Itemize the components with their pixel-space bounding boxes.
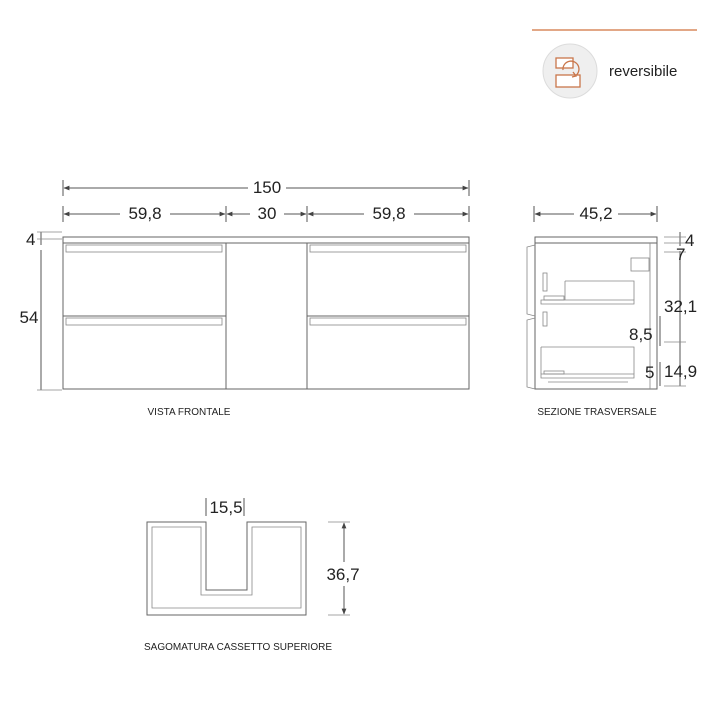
dim-height-label: 54 bbox=[19, 308, 39, 327]
badge-label: reversibile bbox=[609, 63, 678, 80]
dim-section-heights bbox=[629, 231, 697, 386]
dim-drawer-depth bbox=[326, 522, 359, 615]
dim-section-lower-label: 14,9 bbox=[664, 362, 698, 381]
front-cabinet bbox=[63, 237, 469, 389]
dim-depth bbox=[534, 204, 657, 223]
handle-groove bbox=[310, 318, 466, 325]
drawer-profile-caption: SAGOMATURA CASSETTO SUPERIORE bbox=[144, 642, 332, 653]
dim-segments bbox=[63, 204, 469, 223]
drawer-profile-view bbox=[144, 498, 360, 653]
dim-section-upper-label: 32,1 bbox=[664, 297, 698, 316]
dim-depth-label: 45,2 bbox=[579, 204, 613, 223]
front-view bbox=[20, 178, 469, 418]
cross-section-caption: SEZIONE TRASVERSALE bbox=[537, 407, 657, 418]
front-view-caption: VISTA FRONTALE bbox=[147, 407, 231, 418]
section-body bbox=[527, 237, 657, 389]
dim-notch-width-label: 15,5 bbox=[209, 498, 243, 517]
dim-section-top-label: 4 bbox=[685, 231, 695, 250]
cross-section-view bbox=[527, 204, 697, 418]
dim-notch-width bbox=[206, 498, 244, 517]
handle-groove bbox=[66, 245, 222, 252]
dim-front-heights bbox=[20, 230, 62, 390]
hanging-bracket bbox=[631, 258, 649, 271]
reversible-icon bbox=[543, 44, 597, 98]
dim-section-mid-label: 8,5 bbox=[629, 325, 653, 344]
dim-top-thickness-label: 4 bbox=[26, 230, 36, 249]
dim-section-gap-label: 7 bbox=[676, 245, 686, 264]
dim-total-width-label: 150 bbox=[252, 178, 282, 197]
reversible-badge bbox=[532, 30, 697, 98]
dim-center-width-label: 30 bbox=[257, 204, 277, 223]
drawer-outline bbox=[147, 522, 306, 615]
dim-drawer-depth-label: 36,7 bbox=[326, 565, 360, 584]
handle-groove bbox=[66, 318, 222, 325]
dim-total-width bbox=[63, 178, 469, 197]
dim-section-bottom-label: 5 bbox=[645, 363, 655, 382]
handle-groove bbox=[310, 245, 466, 252]
dim-left-width-label: 59,8 bbox=[128, 204, 162, 223]
dim-right-width-label: 59,8 bbox=[372, 204, 406, 223]
